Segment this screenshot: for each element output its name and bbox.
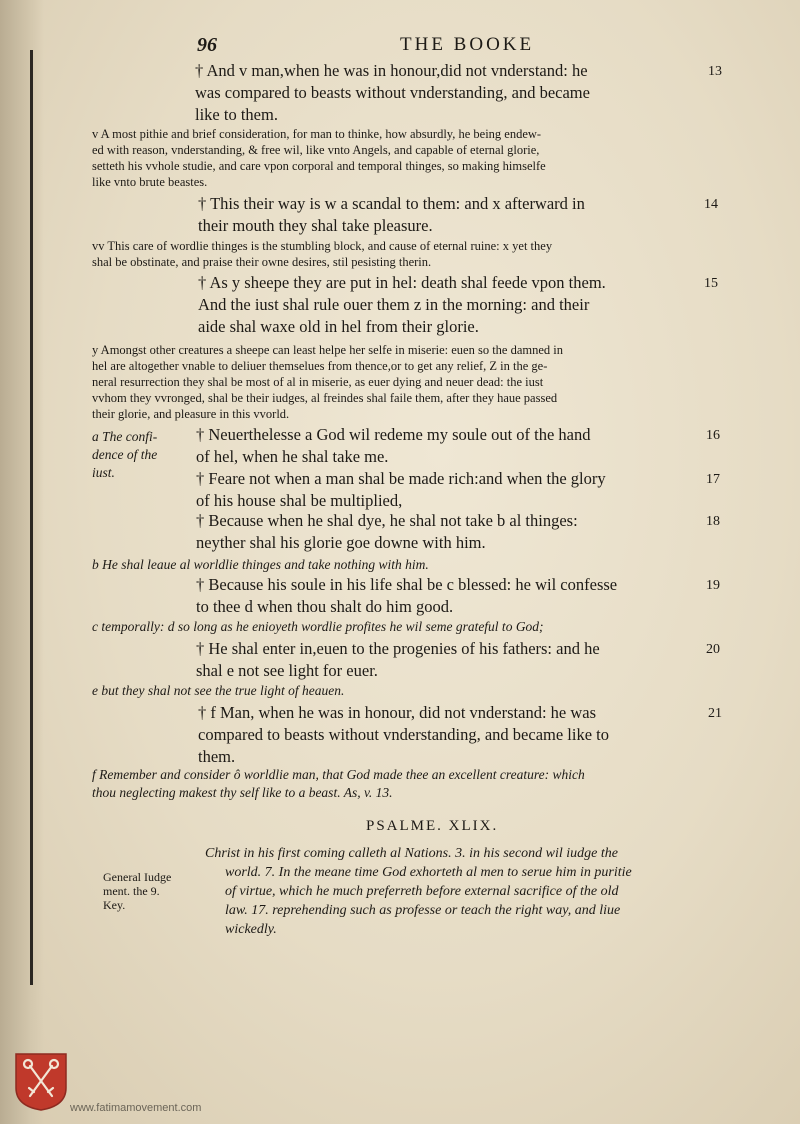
page-number: 96: [197, 34, 217, 56]
verse-line: neyther shal his glorie goe downe with him.: [196, 533, 486, 552]
verse-line: † Feare not when a man shal be made rich:and when the glory: [196, 469, 606, 488]
margin-note-a: [92, 428, 157, 482]
argument-line: Christ in his first coming calleth al Nations. 3. in his second wil iudge the: [205, 846, 618, 861]
annotation-b: b He shal leaue al worldlie thinges and take nothing with him.: [92, 557, 429, 572]
note-line: shal be obstinate, and praise their owne desires, stil pesisting therin.: [92, 255, 432, 269]
verse-16: [196, 424, 591, 468]
website-footer: www.fatimamovement.com: [70, 1102, 202, 1114]
verse-line: † As y sheepe they are put in hel: death shal feede vpon them.: [198, 273, 606, 292]
verse-line: of his house shal be multiplied,: [196, 491, 403, 510]
fatima-crest-logo: [14, 1052, 68, 1112]
verse-line: † Neuerthelesse a God wil redeme my soule out of the hand: [196, 425, 591, 444]
note-line: hel are altogether vnable to deliuer themselues from thence,or to get any relief, Z in the ge-: [92, 359, 548, 373]
verse-line: their mouth they shal take pleasure.: [198, 216, 433, 235]
annotation-wx: [92, 238, 552, 270]
note-line: f Remember and consider ô worldlie man, that God made thee an excellent creature: which: [92, 767, 585, 782]
note-line: vvhom they vvronged, shal be their iudges, al freindes shal faile them, after they haue passed: [92, 391, 558, 405]
verse-line: to thee d when thou shalt do him good.: [196, 597, 454, 616]
verse-line: shal e not see light for euer.: [196, 661, 378, 680]
verse-number: 13: [708, 64, 722, 79]
verse-line: like to them.: [195, 105, 278, 124]
margin-line: ment. the 9.: [103, 884, 160, 898]
argument-line: law. 17. reprehending such as professe or teach the right way, and liue: [225, 903, 621, 918]
psalm-title: PSALME. XLIX.: [366, 818, 499, 834]
verse-14: [198, 193, 585, 237]
annotation-e: e but they shal not see the true light of heauen.: [92, 683, 345, 698]
note-line: v A most pithie and brief consideration, for man to thinke, how absurdly, he being endew-: [92, 127, 542, 141]
note-line: neral resurrection they shal be most of al in miserie, as euer dying and neuer dead: the iust: [92, 375, 544, 389]
verse-number: 18: [706, 514, 720, 529]
verse-number: 21: [708, 706, 722, 721]
verse-line: compared to beasts without vnderstanding, and became like to: [198, 725, 610, 744]
margin-rule: [30, 50, 33, 985]
verse-line: † And v man,when he was in honour,did not vnderstand: he: [195, 61, 588, 80]
verse-15: [198, 272, 606, 338]
page-gutter: [0, 0, 44, 1124]
margin-line: General Iudge: [103, 870, 172, 884]
note-line: thou neglecting makest thy self like to a beast. As, v. 13.: [92, 785, 393, 800]
argument-line: of virtue, which he much preferreth before external sacrifice of the old: [225, 884, 619, 899]
verse-line: † He shal enter in,euen to the progenies of his fathers: and he: [196, 639, 600, 658]
verse-line: And the iust shal rule ouer them z in the morning: and their: [198, 295, 590, 314]
verse-19: [196, 574, 617, 618]
margin-line: a The confi-: [92, 429, 158, 444]
verse-line: † f Man, when he was in honour, did not vnderstand: he was: [198, 703, 597, 722]
running-head: THE BOOKE: [400, 34, 535, 55]
note-line: setteth his vvhole studie, and care vpon corporal and temporal thinges, so making himselfe: [92, 159, 546, 173]
verse-line: aide shal waxe old in hel from their glorie.: [198, 317, 479, 336]
annotation-f: [92, 766, 585, 802]
annotation-cd: c temporally: d so long as he enioyeth wordlie profites he wil seme grateful to God;: [92, 619, 544, 634]
verse-number: 14: [704, 197, 718, 212]
annotation-v: [92, 126, 546, 190]
verse-number: 17: [706, 472, 720, 487]
note-line: like vnto brute beastes.: [92, 175, 208, 189]
verse-17: [196, 468, 606, 512]
verse-18: [196, 510, 578, 554]
psalm-argument: [205, 844, 632, 939]
verse-number: 19: [706, 578, 720, 593]
margin-line: dence of the: [92, 447, 158, 462]
verse-line: † Because his soule in his life shal be c blessed: he wil confesse: [196, 575, 618, 594]
note-line: their glorie, and pleasure in this vvorld.: [92, 407, 290, 421]
verse-line: them.: [198, 747, 236, 766]
verse-13: [195, 60, 590, 126]
verse-line: was compared to beasts without vnderstanding, and became: [195, 83, 590, 102]
note-line: vv This care of wordlie thinges is the stumbling block, and cause of eternal ruine: x yet they: [92, 239, 553, 253]
verse-number: 15: [704, 276, 718, 291]
verse-number: 16: [706, 428, 720, 443]
verse-line: † This their way is w a scandal to them: and x afterward in: [198, 194, 585, 213]
verse-21: [198, 702, 609, 768]
verse-line: of hel, when he shal take me.: [196, 447, 389, 466]
verse-line: † Because when he shal dye, he shal not take b al thinges:: [196, 511, 578, 530]
margin-note-general-judgement: [103, 870, 171, 912]
margin-line: iust.: [92, 465, 115, 480]
verse-20: [196, 638, 600, 682]
argument-line: world. 7. In the meane time God exhorteth al men to serue him in puritie: [225, 865, 632, 880]
margin-line: Key.: [103, 898, 126, 912]
annotation-yz: [92, 342, 563, 422]
argument-line: wickedly.: [225, 922, 277, 937]
note-line: ed with reason, vnderstanding, & free wil, like vnto Angels, and capable of eternal glorie,: [92, 143, 540, 157]
note-line: y Amongst other creatures a sheepe can least helpe her selfe in miserie: euen so the damned in: [92, 343, 564, 357]
verse-number: 20: [706, 642, 720, 657]
